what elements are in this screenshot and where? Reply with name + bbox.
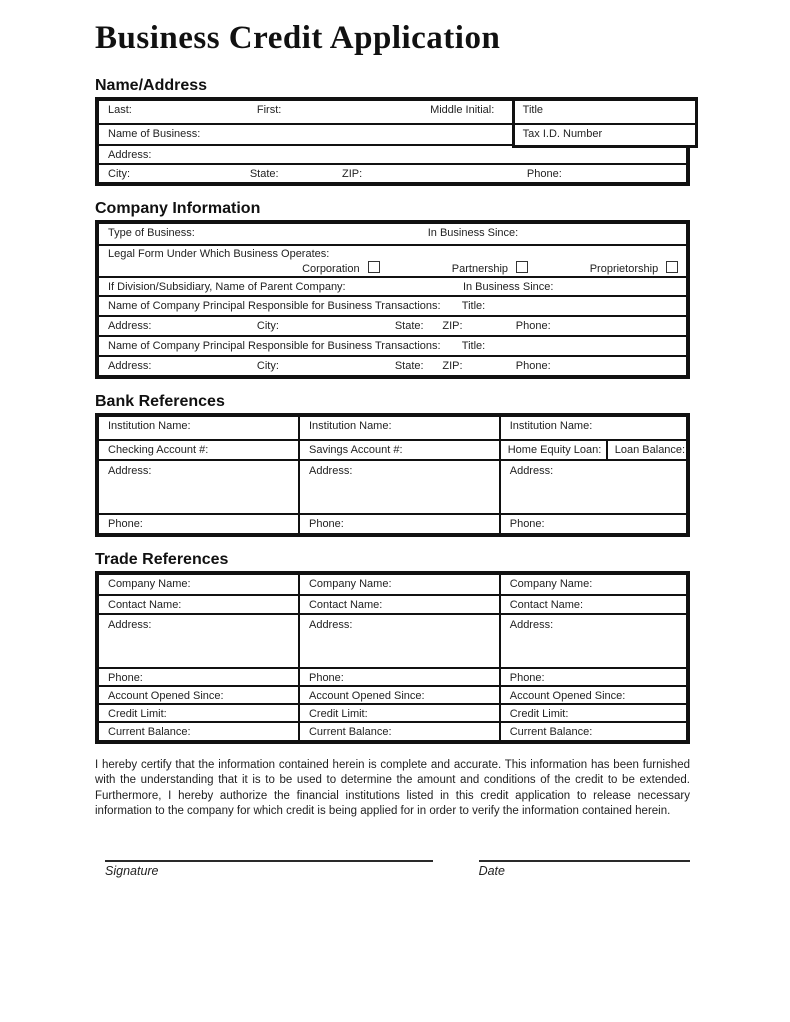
bank-references-heading: Bank References <box>95 393 225 410</box>
address-label: Address: <box>108 149 152 161</box>
credit-limit-label: Credit Limit: <box>108 708 167 720</box>
trade-references-table <box>95 571 690 744</box>
company-name-label: Company Name: <box>108 578 191 590</box>
address-label: Address: <box>509 619 554 631</box>
partnership-option <box>452 261 528 275</box>
signature-label: Signature <box>105 863 159 878</box>
principal-address-row[interactable] <box>99 355 686 375</box>
trade-address-cell[interactable] <box>298 615 499 667</box>
company-name-cell[interactable] <box>499 575 686 594</box>
bank-phone-cell[interactable] <box>99 515 298 533</box>
address-label: Address: <box>108 320 152 332</box>
account-opened-row <box>99 685 686 703</box>
account-opened-cell[interactable] <box>298 687 499 703</box>
proprietorship-checkbox[interactable] <box>666 261 678 273</box>
bank-phone-cell[interactable] <box>499 515 686 533</box>
loan-balance-label: Loan Balance: <box>614 444 686 456</box>
checking-account-label: Checking Account #: <box>108 444 209 456</box>
contact-name-cell[interactable] <box>298 596 499 613</box>
corporation-checkbox[interactable] <box>368 261 380 273</box>
legal-form-row[interactable] <box>99 244 686 276</box>
in-business-since-label: In Business Since: <box>427 227 519 239</box>
legal-form-label: Legal Form Under Which Business Operates: <box>108 248 330 260</box>
proprietorship-option <box>590 261 678 275</box>
address-label: Address: <box>308 619 353 631</box>
institution-name-row <box>99 417 686 439</box>
state-label: State: <box>249 168 279 180</box>
certification-text: I hereby certify that the information contained herein is complete and accurate. This information has been furnished with the understanding that it is to be used to determine the amount and conditions of the credit to be extended. Furthermore, I hereby authorize the financial institutions listed in this credit application to release necessary information to the company for which credit is being applied for in order to verify the information contained herein. <box>95 759 690 818</box>
first-name-label: First: <box>256 104 282 116</box>
principal-label: Name of Company Principal Responsible for Business Transactions: <box>108 300 441 312</box>
company-name-label: Company Name: <box>509 578 593 590</box>
institution-name-label: Institution Name: <box>308 420 392 432</box>
principal-row[interactable] <box>99 335 686 355</box>
company-information-table <box>95 220 690 379</box>
date-label: Date <box>478 863 505 878</box>
credit-limit-cell[interactable] <box>298 705 499 721</box>
contact-name-label: Contact Name: <box>108 599 182 611</box>
date-line[interactable] <box>479 860 690 862</box>
institution-name-label: Institution Name: <box>509 420 593 432</box>
account-opened-label: Account Opened Since: <box>308 690 425 702</box>
state-label: State: <box>394 360 424 372</box>
phone-label: Phone: <box>308 518 344 530</box>
current-balance-label: Current Balance: <box>308 726 392 738</box>
address-label: Address: <box>108 619 152 631</box>
address-label: Address: <box>108 360 152 372</box>
signature-line[interactable] <box>105 860 433 862</box>
current-balance-label: Current Balance: <box>509 726 593 738</box>
credit-limit-row <box>99 703 686 721</box>
page-title: Business Credit Application <box>95 20 501 56</box>
principal-row[interactable] <box>99 295 686 315</box>
signature-block <box>95 860 690 878</box>
bank-address-row <box>99 459 686 513</box>
state-label: State: <box>394 320 424 332</box>
bank-address-cell[interactable] <box>298 461 499 513</box>
institution-name-cell[interactable] <box>99 417 298 439</box>
trade-phone-cell[interactable] <box>499 669 686 685</box>
bank-references-table <box>95 413 690 537</box>
accounts-row <box>99 439 686 459</box>
zip-label: ZIP: <box>342 168 363 180</box>
home-equity-loan-cell[interactable] <box>501 441 606 459</box>
trade-phone-cell[interactable] <box>298 669 499 685</box>
current-balance-cell[interactable] <box>99 723 298 740</box>
title-label: Title <box>522 104 544 116</box>
city-label: City: <box>256 320 279 332</box>
middle-initial-label: Middle Initial: <box>430 104 495 116</box>
principal-title-label: Title: <box>461 340 486 352</box>
company-name-cell[interactable] <box>99 575 298 594</box>
savings-account-label: Savings Account #: <box>308 444 403 456</box>
bank-phone-cell[interactable] <box>298 515 499 533</box>
trade-references-heading: Trade References <box>95 551 229 568</box>
contact-name-cell[interactable] <box>99 596 298 613</box>
trade-address-cell[interactable] <box>99 615 298 667</box>
home-equity-loan-label: Home Equity Loan: <box>507 444 602 456</box>
corporation-option <box>302 261 379 275</box>
parent-company-label: If Division/Subsidiary, Name of Parent Company: <box>108 281 346 293</box>
trade-address-row <box>99 613 686 667</box>
phone-label: Phone: <box>515 360 551 372</box>
current-balance-label: Current Balance: <box>108 726 191 738</box>
account-opened-cell[interactable] <box>99 687 298 703</box>
tax-id-cell[interactable] <box>515 123 695 145</box>
contact-name-row <box>99 594 686 613</box>
address-label: Address: <box>108 465 152 477</box>
checking-account-cell[interactable] <box>99 441 298 459</box>
title-cell[interactable] <box>515 101 695 123</box>
signature-field <box>105 860 433 878</box>
type-of-business-row[interactable] <box>99 224 686 244</box>
city-state-zip-phone-row[interactable] <box>99 163 686 182</box>
business-name-label: Name of Business: <box>108 128 201 140</box>
credit-limit-cell[interactable] <box>99 705 298 721</box>
proprietorship-label: Proprietorship <box>589 263 659 275</box>
address-label: Address: <box>308 465 353 477</box>
trade-phone-row <box>99 667 686 685</box>
trade-address-cell[interactable] <box>499 615 686 667</box>
company-information-heading: Company Information <box>95 200 261 217</box>
company-name-label: Company Name: <box>308 578 392 590</box>
phone-label: Phone: <box>308 672 344 684</box>
last-name-label: Last: <box>108 104 132 116</box>
phone-label: Phone: <box>509 672 545 684</box>
parent-company-row[interactable] <box>99 276 686 295</box>
type-of-business-label: Type of Business: <box>108 227 195 239</box>
partnership-checkbox[interactable] <box>516 261 528 273</box>
principal-label: Name of Company Principal Responsible for Business Transactions: <box>108 340 441 352</box>
trade-phone-cell[interactable] <box>99 669 298 685</box>
phone-label: Phone: <box>515 320 551 332</box>
partnership-label: Partnership <box>451 263 509 275</box>
credit-limit-cell[interactable] <box>499 705 686 721</box>
loan-balance-cell[interactable] <box>606 441 686 459</box>
title-taxid-box <box>512 97 698 148</box>
account-opened-cell[interactable] <box>499 687 686 703</box>
date-field <box>479 860 690 878</box>
account-opened-label: Account Opened Since: <box>108 690 224 702</box>
city-label: City: <box>108 168 130 180</box>
address-label: Address: <box>509 465 554 477</box>
credit-limit-label: Credit Limit: <box>509 708 569 720</box>
institution-name-cell[interactable] <box>499 417 686 439</box>
name-address-heading: Name/Address <box>95 77 208 94</box>
institution-name-cell[interactable] <box>298 417 499 439</box>
credit-limit-label: Credit Limit: <box>308 708 368 720</box>
institution-name-label: Institution Name: <box>108 420 191 432</box>
principal-title-label: Title: <box>461 300 486 312</box>
bank-phone-row <box>99 513 686 533</box>
city-label: City: <box>256 360 279 372</box>
current-balance-row <box>99 721 686 740</box>
phone-label: Phone: <box>509 518 545 530</box>
current-balance-cell[interactable] <box>298 723 499 740</box>
tax-id-label: Tax I.D. Number <box>522 128 603 140</box>
company-name-row <box>99 575 686 594</box>
bank-address-cell[interactable] <box>499 461 686 513</box>
zip-label: ZIP: <box>442 360 463 372</box>
company-name-cell[interactable] <box>298 575 499 594</box>
name-address-table <box>95 97 690 186</box>
contact-name-cell[interactable] <box>499 596 686 613</box>
contact-name-label: Contact Name: <box>308 599 383 611</box>
contact-name-label: Contact Name: <box>509 599 584 611</box>
phone-label: Phone: <box>108 672 143 684</box>
account-opened-label: Account Opened Since: <box>509 690 626 702</box>
current-balance-cell[interactable] <box>499 723 686 740</box>
phone-label: Phone: <box>526 168 562 180</box>
in-business-since-label: In Business Since: <box>462 281 554 293</box>
principal-address-row[interactable] <box>99 315 686 335</box>
savings-account-cell[interactable] <box>298 441 499 459</box>
corporation-label: Corporation <box>302 263 360 275</box>
phone-label: Phone: <box>108 518 143 530</box>
home-equity-cell-group <box>499 441 686 459</box>
bank-address-cell[interactable] <box>99 461 298 513</box>
zip-label: ZIP: <box>442 320 463 332</box>
